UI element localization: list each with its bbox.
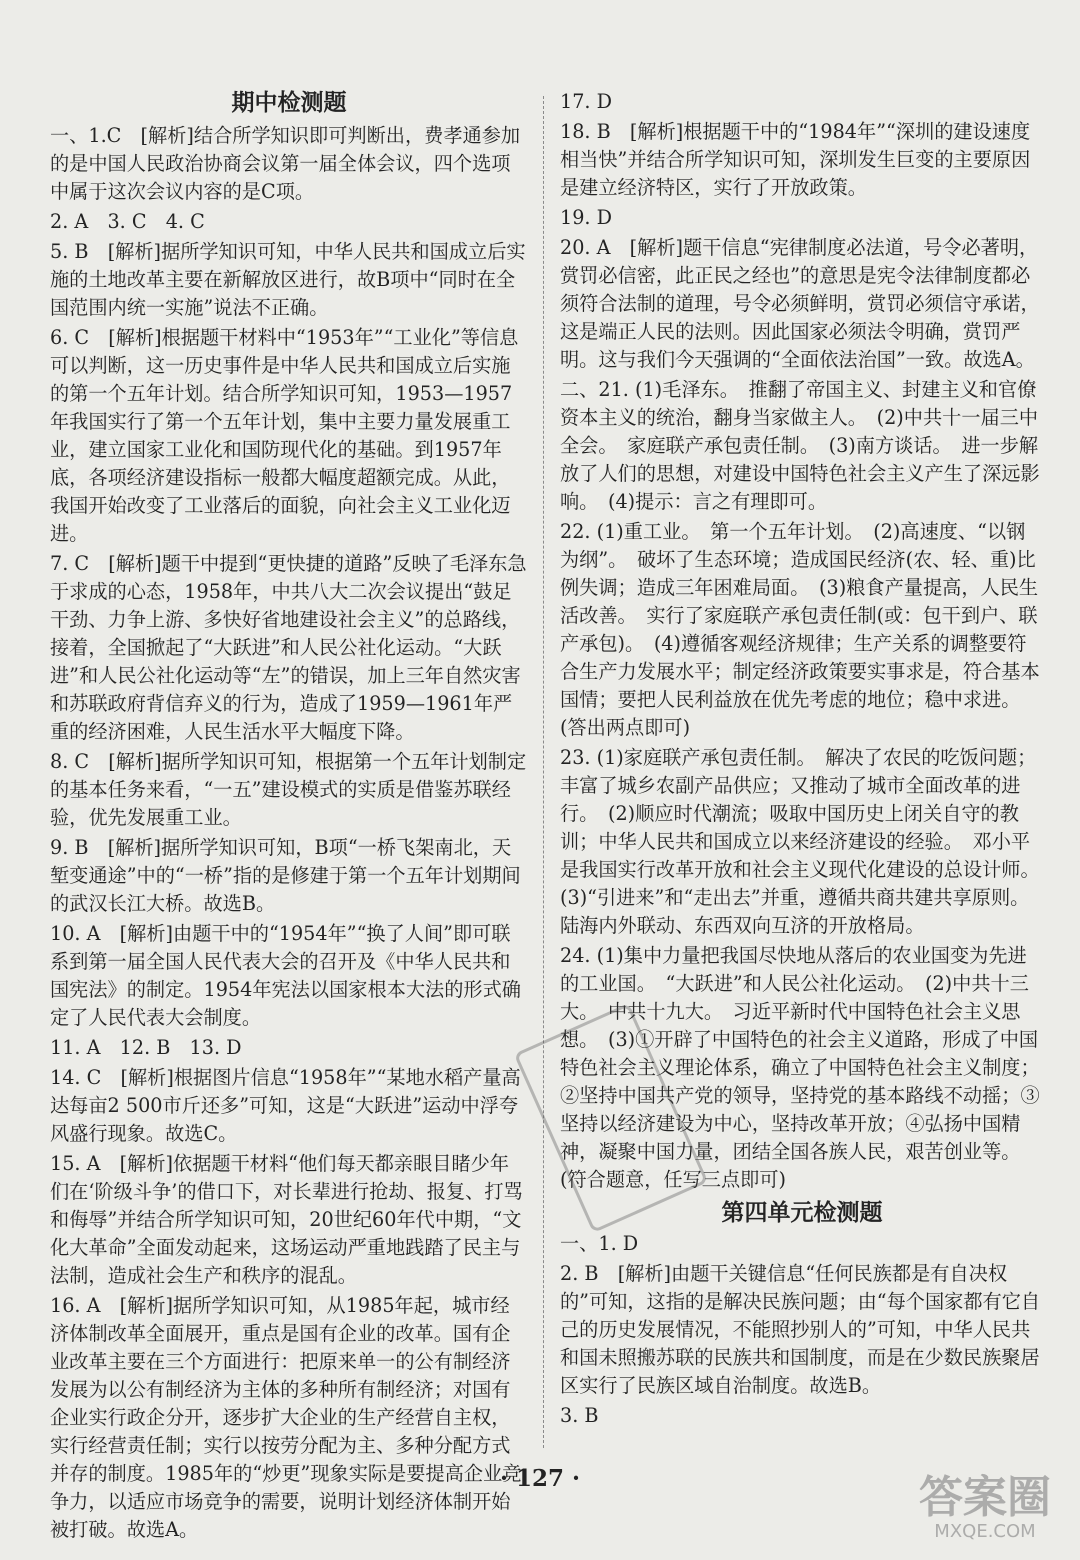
- answer-item: 20. A [解析]题干信息“宪律制度必法道，号令必著明，赏罚必信密，此正民之经也”的意思是宪令法律制度都必须符合法制的道理，号令必须鲜明，赏罚必须信守承诺，这是端正人民的法则。因此国家必须法令明确，赏罚严明。这与我们今天强调的“全面依法治国”一致。故选A。: [560, 236, 1040, 371]
- answer-item: 22. (1)重工业。 第一个五年计划。 (2)高速度、“以钢为纲”。 破坏了生态环境；造成国民经济(农、轻、重)比例失调；造成三年困难局面。 (3)粮食产量提高，人民生活改善。 实行了家庭联产承包责任制(或：包干到户、联产承包)。 (4)遵循客观经济规律；生产关系的调整要符合生产力发展水平；制定经济政策要实事求是，符合基本国情；要把人民利益放在优先考虑的地位；稳中求进。(答出两点即可): [560, 520, 1040, 739]
- answer-item: 16. A [解析]据所学知识可知，从1985年起，城市经济体制改革全面展开，重点是国有企业的改革。国有企业改革主要在三个方面进行：把原来单一的公有制经济发展为以公有制经济为主体的多种所有制经济；对国有企业实行政企分开，逐步扩大企业的生产经营自主权，实行经营责任制；实行以按劳分配为主、多种分配方式并存的制度。1985年的“炒更”现象实际是要提高企业竞争力，以适应市场竞争的需要，说明计划经济体制开始被打破。故选A。: [50, 1294, 522, 1541]
- answer-item: 14. C [解析]根据图片信息“1958年”“某地水稻产量高达每亩2 500市斤还多”可知，这是“大跃进”运动中浮夸风盛行现象。故选C。: [50, 1066, 521, 1145]
- answer-item: 2. A 3. C 4. C: [50, 210, 205, 233]
- answer-item: 17. D: [560, 90, 612, 113]
- answer-item: 23. (1)家庭联产承包责任制。 解决了农民的吃饭问题；丰富了城乡农副产品供应；又推动了城市全面改革的进行。 (2)顺应时代潮流；吸取中国历史上闭关自守的教训；中华人民共和国成立以来经济建设的经验。 邓小平是我国实行改革开放和社会主义现代化建设的总设计师。 (3)“引进来”和“走出去”并重，遵循共商共建共享原则。 陆海内外联动、东西双向互济的开放格局。: [560, 746, 1050, 937]
- answer-item: 二、21. (1)毛泽东。 推翻了帝国主义、封建主义和官僚资本主义的统治，翻身当家做主人。 (2)中共十一届三中全会。 家庭联产承包责任制。 (3)南方谈话。 进一步解放了人们的思想，对建设中国特色社会主义产生了深远影响。 (4)提示：言之有理即可。: [560, 378, 1040, 513]
- site-watermark: [900, 1474, 1070, 1554]
- left-answer-list: [50, 122, 528, 1544]
- left-column: [50, 88, 528, 1546]
- section-heading-midterm: 期中检测题: [231, 89, 347, 116]
- watermark-logo-text: 答案圈: [919, 1472, 1051, 1523]
- answer-item: 一、1. D: [560, 1232, 639, 1255]
- unit4-answer-list: [560, 1230, 1044, 1430]
- right-column: [560, 88, 1050, 1432]
- answer-item: 2. B [解析]由题干关键信息“任何民族都是有自决权的”可知，这指的是解决民族问题；由“每个国家都有它自己的历史发展情况，不能照抄别人的”可知，中华人民共和国未照搬苏联的民族共和国制度，而是在少数民族聚居区实行了民族区域自治制度。故选B。: [560, 1262, 1041, 1397]
- right-answer-list: [560, 88, 1050, 1194]
- answer-item: 24. (1)集中力量把我国尽快地从落后的农业国变为先进的工业国。 “大跃进”和人民公社化运动。 (2)中共十三大。 中共十九大。 习近平新时代中国特色社会主义思想。 (3)①开辟了中国特色的社会主义道路，形成了中国特色社会主义理论体系，确立了中国特色社会主义制度；②坚持中国共产党的领导，坚持党的基本路线不动摇；③坚持以经济建设为中心，坚持改革开放；④弘扬中国精神，凝聚中国力量，团结全国各族人民，艰苦创业等。(符合题意，任写三点即可): [560, 944, 1040, 1191]
- column-divider: [543, 96, 545, 1448]
- answer-item: 19. D: [560, 206, 612, 229]
- answer-item: 5. B [解析]据所学知识可知，中华人民共和国成立后实施的土地改革主要在新解放区进行，故B项中“同时在全国范围内统一实施”说法不正确。: [50, 240, 526, 319]
- answer-item: 9. B [解析]据所学知识可知，B项“一桥飞架南北，天堑变通途”中的“一桥”指的是修建于第一个五年计划期间的武汉长江大桥。故选B。: [50, 836, 521, 915]
- section-heading-unit4: 第四单元检测题: [721, 1199, 883, 1226]
- page-number: · 127 ·: [499, 1465, 581, 1492]
- answer-item: 一、1.C [解析]结合所学知识即可判断出，费孝通参加的是中国人民政治协商会议第一届全体会议，四个选项中属于这次会议内容的是C项。: [50, 124, 521, 203]
- answer-item: 6. C [解析]根据题干材料中“1953年”“工业化”等信息可以判断，这一历史事件是中华人民共和国成立后实施的第一个五年计划。结合所学知识可知，1953—1957年我国实行了第一个五年计划，集中主要力量发展重工业，建立国家工业化和国防现代化的基础。到1957年底，各项经济建设指标一般都大幅度超额完成。从此，我国开始改变了工业落后的面貌，向社会主义工业化迈进。: [50, 326, 519, 545]
- answer-item: 3. B: [560, 1404, 599, 1427]
- answer-item: 11. A 12. B 13. D: [50, 1036, 242, 1059]
- answer-item: 8. C [解析]据所学知识可知，根据第一个五年计划制定的基本任务来看，“一五”建设模式的实质是借鉴苏联经验，优先发展重工业。: [50, 750, 527, 829]
- answer-item: 10. A [解析]由题干中的“1954年”“换了人间”即可联系到第一届全国人民代表大会的召开及《中华人民共和国宪法》的制定。1954年宪法以国家根本大法的形式确定了人民代表大会制度。: [50, 922, 521, 1029]
- answer-item: 15. A [解析]依据题干材料“他们每天都亲眼目睹少年们在‘阶级斗争’的借口下，对长辈进行抢劫、报复、打骂和侮辱”并结合所学知识可知，20世纪60年代中期，“文化大革命”全面发动起来，这场运动严重地践踏了民主与法制，造成社会生产和秩序的混乱。: [50, 1152, 523, 1287]
- answer-item: 7. C [解析]题干中提到“更快捷的道路”反映了毛泽东急于求成的心态，1958年，中共八大二次会议提出“鼓足干劲、力争上游、多快好省地建设社会主义”的总路线，接着，全国掀起了“大跃进”和人民公社化运动。“大跃进”和人民公社化运动等“左”的错误，加上三年自然灾害和苏联政府背信弃义的行为，造成了1959—1961年严重的经济困难，人民生活水平大幅度下降。: [50, 552, 527, 743]
- watermark-url: MXQE.COM: [934, 1521, 1036, 1542]
- answer-item: 18. B [解析]根据题干中的“1984年”“深圳的建设速度相当快”并结合所学知识可知，深圳发生巨变的主要原因是建立经济特区，实行了开放政策。: [560, 120, 1031, 199]
